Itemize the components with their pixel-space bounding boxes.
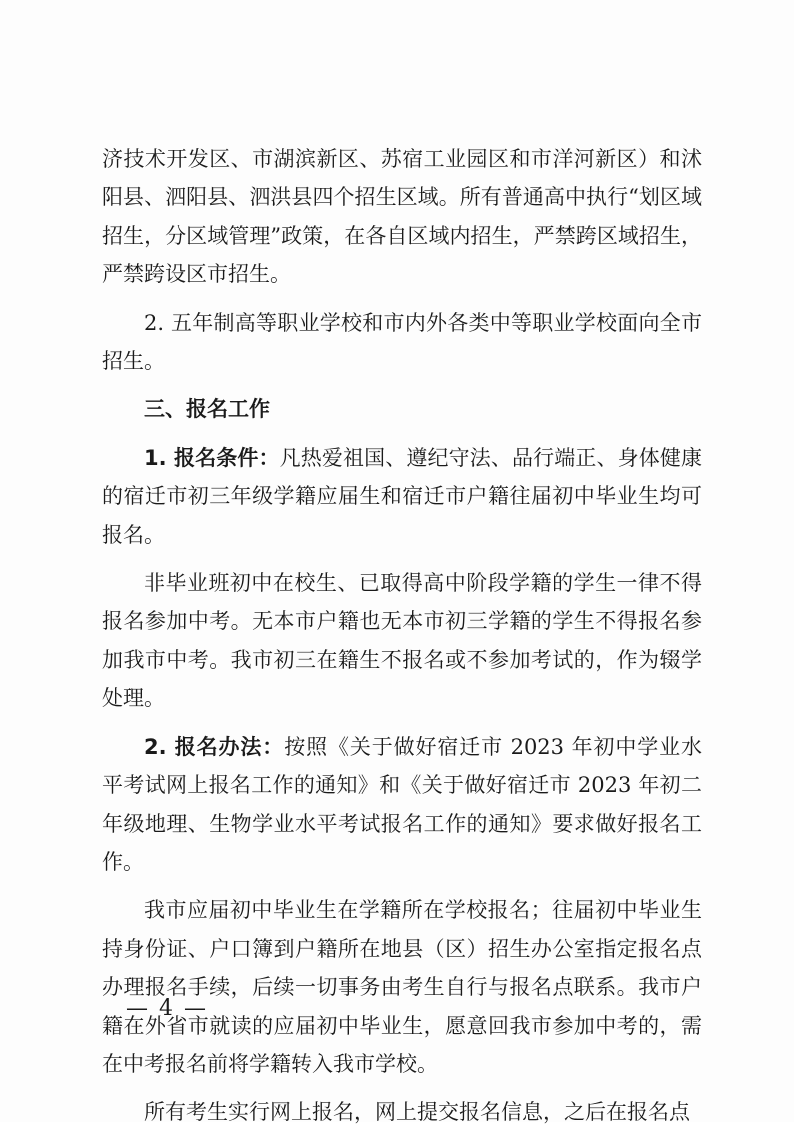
paragraph-registration-conditions bbox=[102, 439, 702, 554]
document-body bbox=[102, 140, 702, 1132]
paragraph-enrollment-zones: 济技术开发区、市湖滨新区、苏宿工业园区和市洋河新区）和沭阳县、泗阳县、泗洪县四个招生区域。所有普通高中执行“划区域招生，分区域管理”政策，在各自区域内招生，严禁跨区域招生，严禁跨设区市招生。 bbox=[102, 147, 702, 287]
registration-method-text: 按照《关于做好宿迁市 2023 年初中学业水平考试网上报名工作的通知》和《关于做好宿迁市 2023 年初二年级地理、生物学业水平考试报名工作的通知》要求做好报名工作。 bbox=[102, 734, 702, 874]
registration-method-lead: 2. 报名办法： bbox=[144, 734, 285, 759]
section-heading-registration: 三、报名工作 bbox=[144, 397, 270, 422]
page-number: — 4 — bbox=[126, 996, 208, 1021]
paragraph-registration-method bbox=[102, 728, 702, 882]
paragraph-registration-location: 我市应届初中毕业生在学籍所在学校报名；往届初中毕业生持身份证、户口簿到户籍所在地县（区）招生办公室指定报名点办理报名手续，后续一切事务由考生自行与报名点联系。我市户籍在外省市就读的应届初中毕业生，愿意回我市参加中考的，需在中考报名前将学籍转入我市学校。 bbox=[102, 898, 702, 1076]
paragraph-ineligible-students: 非毕业班初中在校生、已取得高中阶段学籍的学生一律不得报名参加中考。无本市户籍也无本市初三学籍的学生不得报名参加我市中考。我市初三在籍生不报名或不参加考试的，作为辍学处理。 bbox=[102, 571, 702, 711]
paragraph-online-registration: 所有考生实行网上报名，网上提交报名信息，之后在报名点 bbox=[144, 1100, 690, 1125]
paragraph-vocational-schools: 2. 五年制高等职业学校和市内外各类中等职业学校面向全市招生。 bbox=[102, 310, 702, 374]
registration-conditions-lead: 1. 报名条件： bbox=[144, 445, 280, 470]
registration-conditions-text: 凡热爱祖国、遵纪守法、品行端正、身体健康的宿迁市初三年级学籍应届生和宿迁市户籍往届初中毕业生均可报名。 bbox=[102, 445, 703, 547]
